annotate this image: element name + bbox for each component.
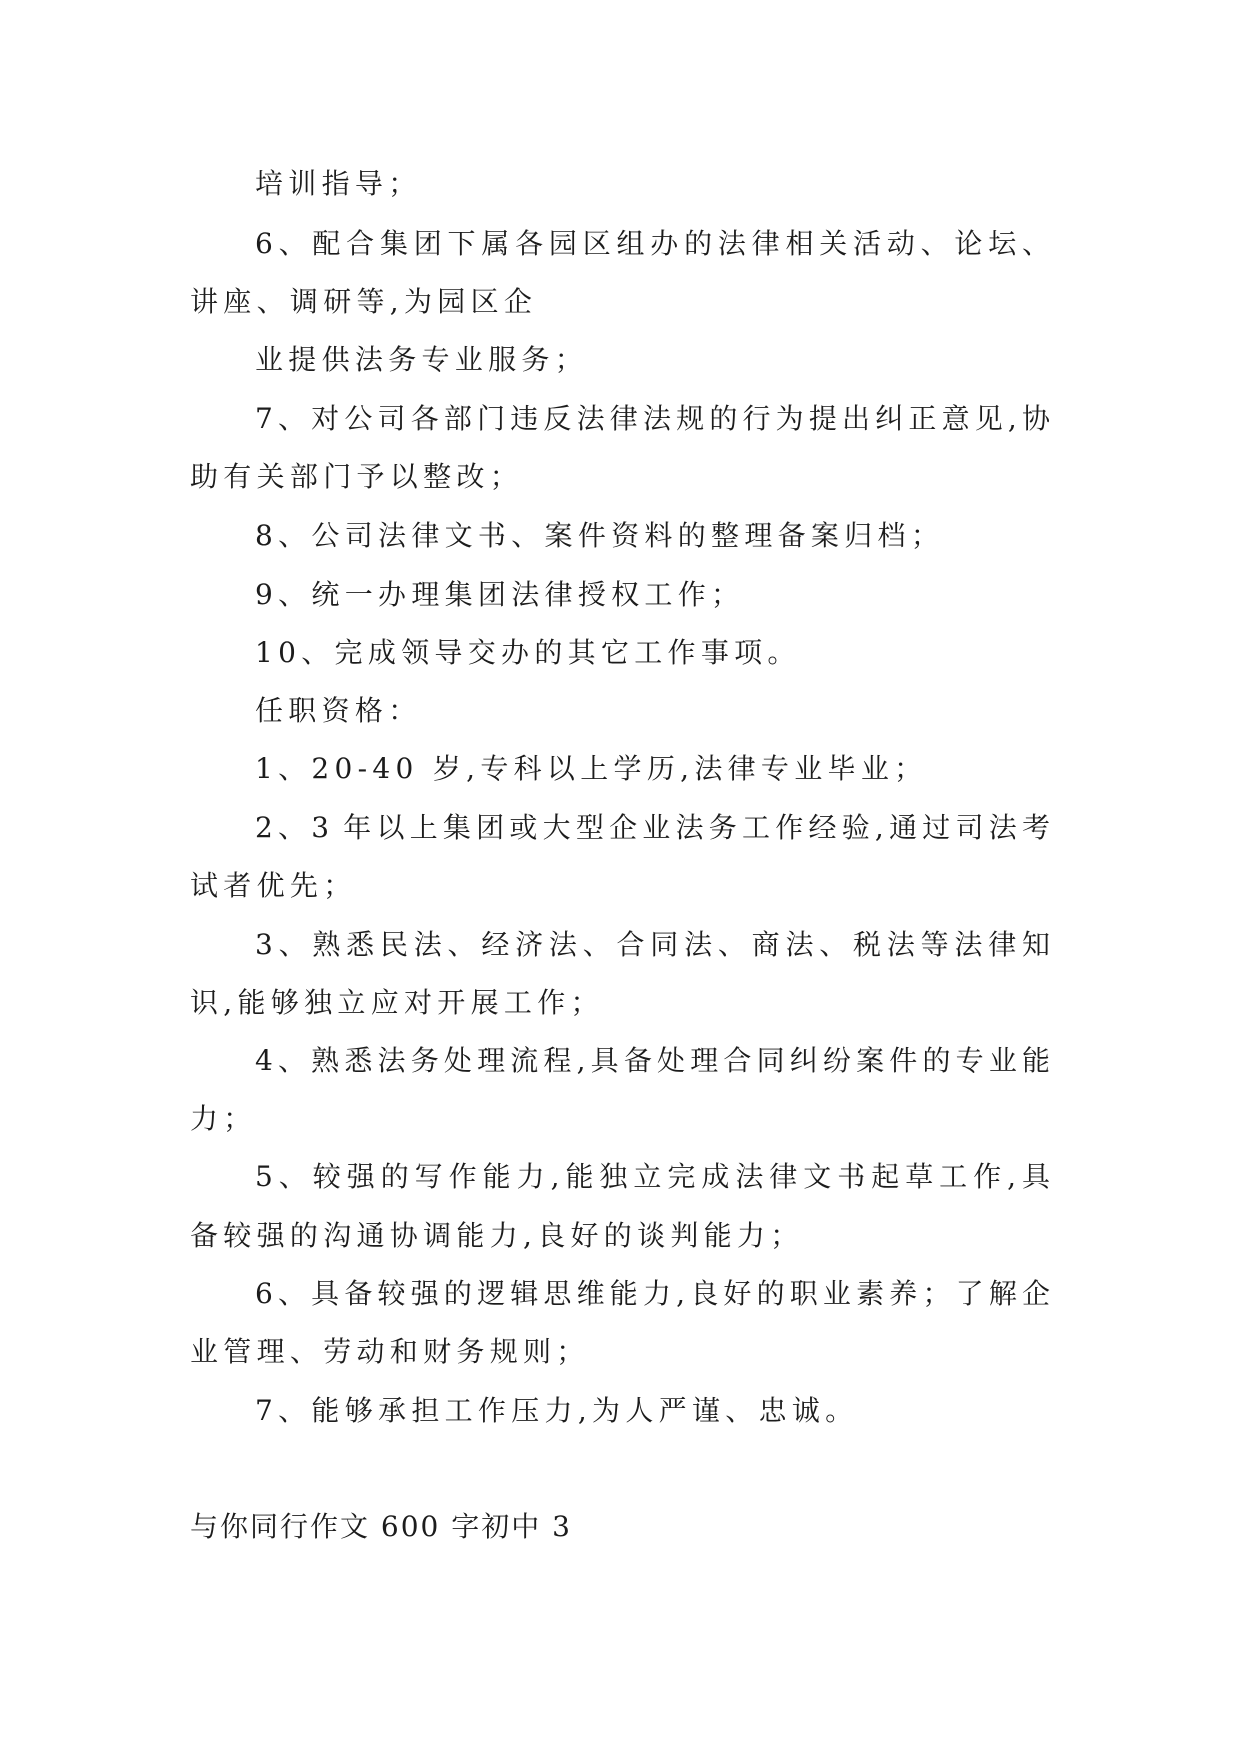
text-line: 10、完成领导交办的其它工作事项。 <box>255 636 801 669</box>
text-line: 助有关部门予以整改； <box>190 460 524 493</box>
text-line: 9、统一办理集团法律授权工作； <box>255 578 745 611</box>
text-line: 5、较强的写作能力,能独立完成法律文书起草工作,具 <box>255 1162 1050 1192</box>
text-line: 7、对公司各部门违反法律法规的行为提出纠正意见,协 <box>255 404 1050 434</box>
text-line: 业提供法务专业服务； <box>255 343 589 376</box>
text-line: 4、熟悉法务处理流程,具备处理合同纠纷案件的专业能 <box>255 1046 1050 1076</box>
text-line: 2、3 年以上集团或大型企业法务工作经验,通过司法考 <box>255 813 1050 843</box>
text-line: 培训指导； <box>255 167 422 200</box>
text-line: 业管理、劳动和财务规则； <box>190 1335 590 1368</box>
text-line: 力； <box>190 1102 257 1135</box>
text-line: 8、公司法律文书、案件资料的整理备案归档； <box>255 519 945 552</box>
text-line: 备较强的沟通协调能力,良好的谈判能力； <box>190 1219 804 1252</box>
text-line: 3、熟悉民法、经济法、合同法、商法、税法等法律知 <box>255 930 1050 960</box>
text-line: 识,能够独立应对开展工作； <box>190 986 604 1019</box>
text-line: 讲座、调研等,为园区企 <box>190 285 538 318</box>
text-line: 7、能够承担工作压力,为人严谨、忠诚。 <box>255 1394 859 1427</box>
next-article-title: 与你同行作文 600 字初中 3 <box>190 1510 572 1543</box>
text-line: 1、20-40 岁,专科以上学历,法律专业毕业； <box>255 752 928 785</box>
text-line: 试者优先； <box>190 869 357 902</box>
text-line: 6、配合集团下属各园区组办的法律相关活动、论坛、 <box>255 229 1050 259</box>
section-heading: 任职资格： <box>255 694 422 727</box>
text-line: 6、具备较强的逻辑思维能力,良好的职业素养；了解企 <box>255 1279 1050 1309</box>
